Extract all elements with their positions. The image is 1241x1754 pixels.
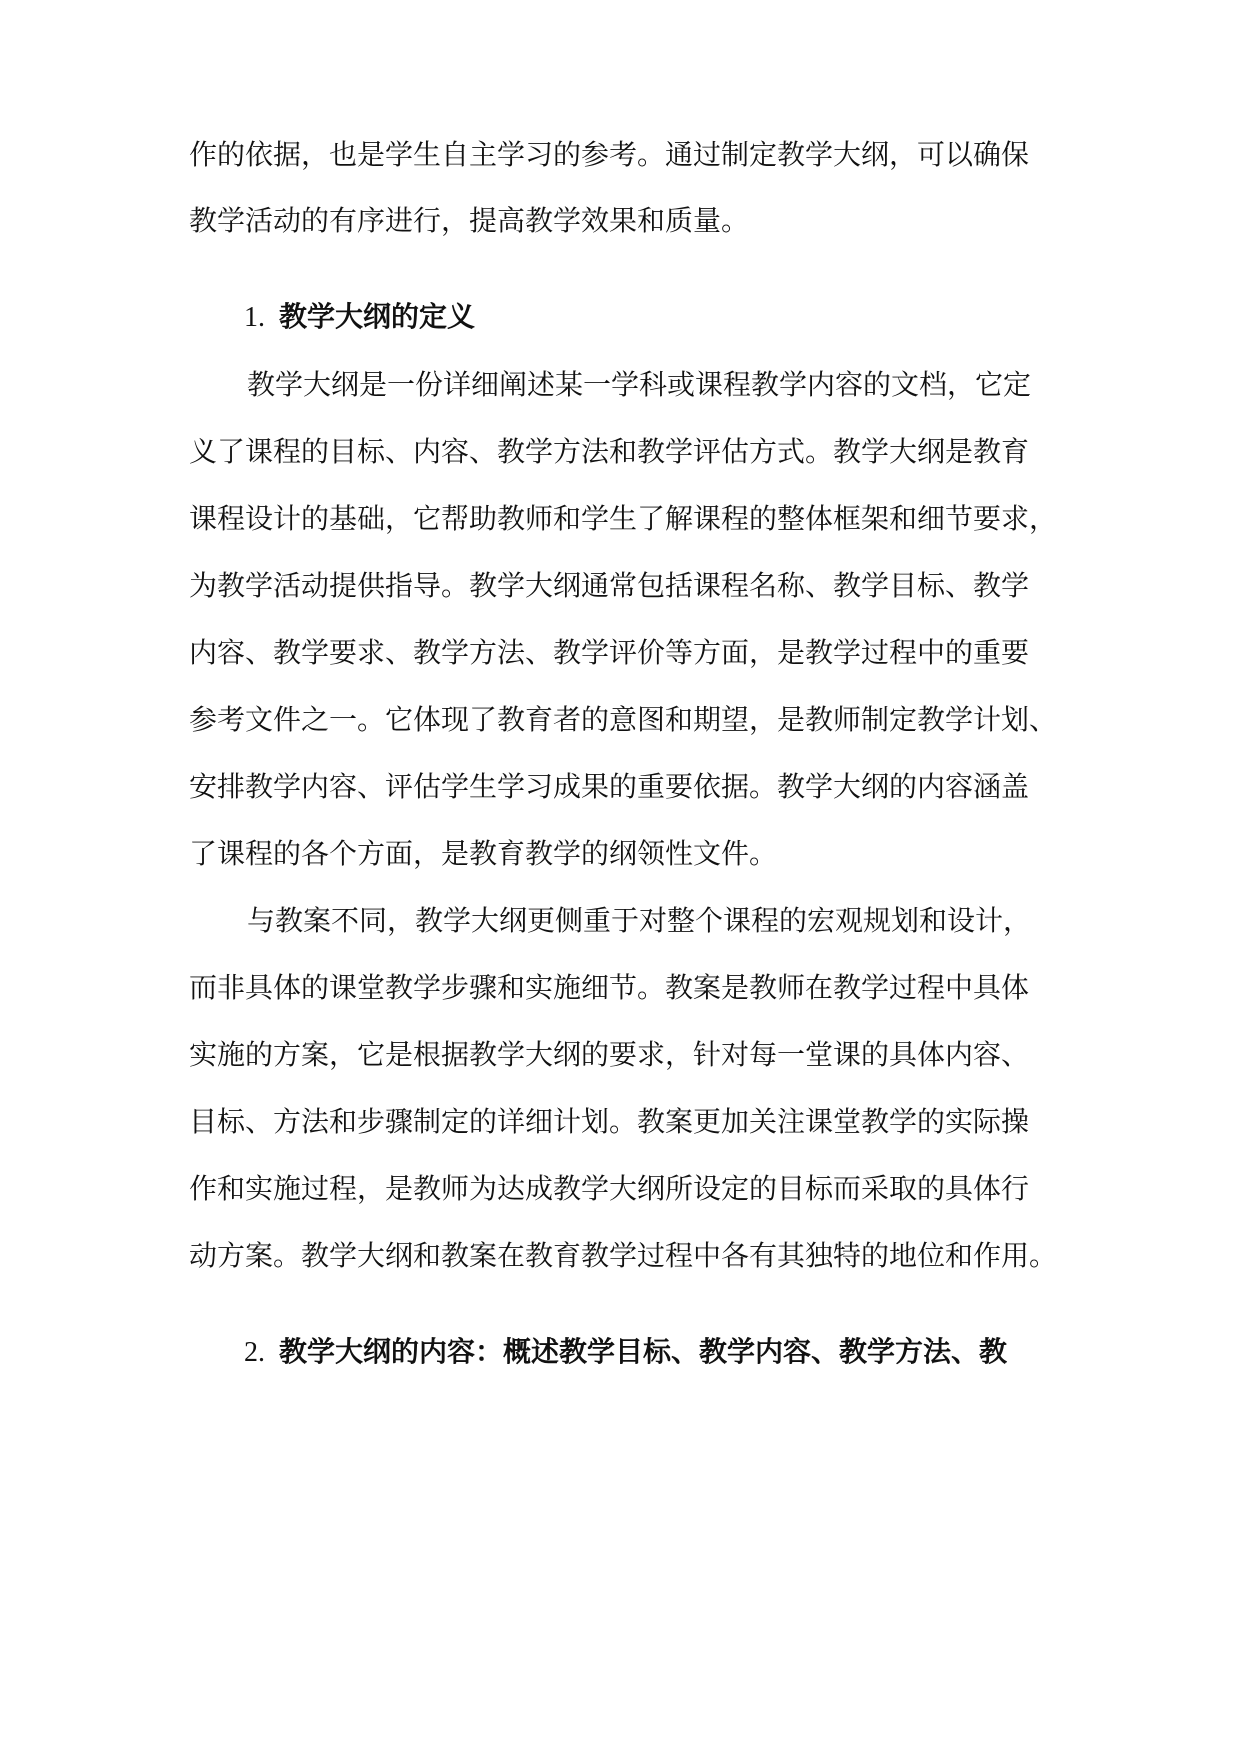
s1-p2-line-1: 与教案不同，教学大纲更侧重于对整个课程的宏观规划和设计， xyxy=(247,904,1032,937)
s1-p1-line-8: 了课程的各个方面，是教育教学的纲领性文件。 xyxy=(189,837,778,870)
section-2-heading xyxy=(244,1332,1007,1372)
s1-p2-line-2: 而非具体的课堂教学步骤和实施细节。教案是教师在教学过程中具体 xyxy=(189,971,1030,1004)
s1-p1-line-2: 义了课程的目标、内容、教学方法和教学评估方式。教学大纲是教育 xyxy=(189,435,1030,468)
s1-p2-line-5: 作和实施过程，是教师为达成教学大纲所设定的目标而采取的具体行 xyxy=(189,1172,1030,1205)
s1-p1-line-4: 为教学活动提供指导。教学大纲通常包括课程名称、教学目标、教学 xyxy=(189,569,1030,602)
section-1-number: 1. xyxy=(244,302,265,333)
section-1-title: 教学大纲的定义 xyxy=(279,300,476,333)
s1-p1-line-6: 参考文件之一。它体现了教育者的意图和期望，是教师制定教学计划、 xyxy=(189,703,1058,736)
s1-p2-line-3: 实施的方案，它是根据教学大纲的要求，针对每一堂课的具体内容、 xyxy=(189,1038,1030,1071)
section-2-title: 教学大纲的内容：概述教学目标、教学内容、教学方法、教 xyxy=(279,1335,1008,1368)
s1-p1-line-5: 内容、教学要求、教学方法、教学评价等方面，是教学过程中的重要 xyxy=(189,636,1030,669)
intro-line-2: 教学活动的有序进行，提高教学效果和质量。 xyxy=(189,204,750,237)
s1-p1-line-3: 课程设计的基础，它帮助教师和学生了解课程的整体框架和细节要求， xyxy=(189,502,1058,535)
section-1-heading xyxy=(244,297,475,337)
s1-p1-line-1: 教学大纲是一份详细阐述某一学科或课程教学内容的文档，它定 xyxy=(247,368,1032,401)
intro-line-1: 作的依据，也是学生自主学习的参考。通过制定教学大纲，可以确保 xyxy=(189,138,1030,171)
section-2-number: 2. xyxy=(244,1337,265,1368)
s1-p2-line-4: 目标、方法和步骤制定的详细计划。教案更加关注课堂教学的实际操 xyxy=(189,1105,1030,1138)
s1-p2-line-6: 动方案。教学大纲和教案在教育教学过程中各有其独特的地位和作用。 xyxy=(189,1239,1058,1272)
s1-p1-line-7: 安排教学内容、评估学生学习成果的重要依据。教学大纲的内容涵盖 xyxy=(189,770,1030,803)
